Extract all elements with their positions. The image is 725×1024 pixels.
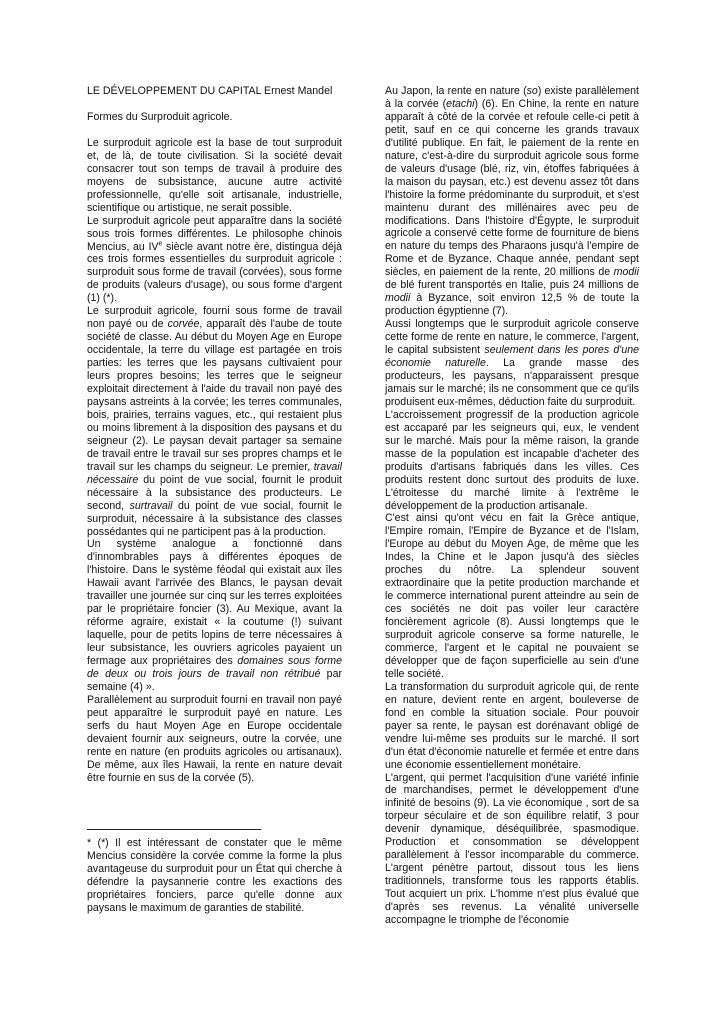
paragraph-8: L'accroissement progressif de la production agricole est accaparé par les seigneurs qui, eux, le vendent sur le marché. Mais pour la même raison, la grande masse de la population est incapable d'acheter des produits d'artisans fabriqués dans les villes. Ces produits restent donc surtout des produits de luxe. L'étroitesse du marché limite à l'extrême le développement de la production artisanale.: [385, 408, 639, 512]
paragraph-4: Un système analogue a fonctionné dans d'innombrables pays à différentes époques de l'histoire. Dans le système féodal qui existait aux îles Hawaii avant l'arrivée des Blancs, le paysan devait travailler une journée sur cinq sur les terres exploitées par le propriétaire foncier (3). Au Mexique, avant la réforme agraire, existait « la coutume (!) suivant laquelle, pour de petits lopins de terre nécessaires à leur subsistance, les ouvriers agricoles payaient un fermage aux propriétaires des domaines sous forme de deux ou trois jours de travail non rétribué par semaine (4) ».: [87, 538, 342, 693]
section-heading: Formes du Surproduit agricole.: [87, 110, 233, 123]
paragraph-11: L'argent, qui permet l'acquisition d'une variété infinie de marchandises, permet le développement d'une infinité de besoins (9). La vie économique , sort de sa torpeur séculaire et de son équilibre relatif, 3 pour devenir dynamique, déséquilibrée, spasmodique. Production et consommation se développent parallèlement à l'essor incomparable du commerce. L'argent pénètre partout, dissout tous les liens traditionnels, transforme tous les rapports établis. Tout acquiert un prix. L'homme n'est plus évalué que d'après ses revenus. La vénalité universelle accompagne le triomphe de l'économie: [385, 771, 639, 926]
paragraph-7: Aussi longtemps que le surproduit agricole conserve cette forme de rente en nature, le commerce, l'argent, le capital subsistent seulement dans les pores d'une économie naturelle. La grande masse des producteurs, les paysans, n'apparaissent presque jamais sur le marché; ils ne consomment que ce qu'ils produisent eux-mêmes, déduction faite du surproduit.: [385, 318, 639, 408]
paragraph-5: Parallèlement au surproduit fourni en travail non payé peut apparaître le surproduit payé en nature. Les serfs du haut Moyen Age en Europe occidentale devaient fournir aux seigneurs, outre la corvée, une rente en nature (en produits agricoles ou artisanaux). De même, aux îles Hawaii, la rente en nature devait être fournie en sus de la corvée (5).: [87, 693, 342, 784]
right-column: [385, 85, 639, 927]
paragraph-3: Le surproduit agricole, fourni sous forme de travail non payé ou de corvée, apparaît dès l'aube de toute société de classe. Au début du Moyen Age en Europe occidentale, la terre du village est partagée en trois parties: les terres que les paysans cultivaient pour leurs propres besoins; les terres que le seigneur exploitait directement à l'aide du travail non payé des paysans astreints à la corvée; les terres communales, bois, prairies, terrains vagues, etc., qui restaient plus ou moins librement à la disposition des paysans et du seigneur (2). Le paysan devait partager sa semaine de travail entre le travail sur ses propres champs et le travail sur les champs du seigneur. Le premier, travail nécessaire du point de vue social, fournit le produit nécessaire à la subsistance des producteurs. Le second, surtravail du point de vue social, fournit le surproduit, nécessaire à la subsistance des classes possédantes qui ne participent pas à la production.: [87, 305, 342, 538]
left-column: [87, 85, 342, 785]
footnote-text: * (*) Il est intéressant de constater que le même Mencius considère la corvée comme la forme la plus avantageuse du surproduit pour un État qui cherche à défendre la paysannerie contre les exactions des propriétaires fonciers, parce qu'elle donne aux paysans le maximum de garanties de stabilité.: [87, 837, 342, 914]
document-title: LE DÉVELOPPEMENT DU CAPITAL Ernest Mandel: [87, 85, 333, 97]
paragraph-10: La transformation du surproduit agricole qui, de rente en nature, devient rente en argent, bouleverse de fond en comble la situation sociale. Pour pouvoir payer sa rente, le paysan est dorénavant obligé de vendre lui-même ses produits sur le marché. Il sort d'un état d'économie naturelle et fermée et entre dans une économie essentiellement monétaire.: [385, 680, 639, 771]
footnote-divider: [87, 829, 261, 830]
paragraph-6: Au Japon, la rente en nature (so) existe parallèlement à la corvée (etachi) (6). En Chine, la rente en nature apparaît à côté de la corvée et refoule celle-ci petit à petit, sauf en ce qui concerne les grands travaux d'utilité publique. En fait, le paiement de la rente en nature, c'est-à-dire du surproduit agricole sous forme de valeurs d'usage (blé, riz, vin, étoffes fabriquées à la maison du paysan, etc.) est devenu assez tôt dans l'histoire la forme prédominante du surproduit, et s'est maintenu durant des millénaires avec peu de modifications. Dans l'histoire d'Égypte, le surproduit agricole a conservé cette forme de fourniture de biens en nature du temps des Pharaons jusqu'à l'empire de Rome et de Byzance. Chaque année, pendant sept siècles, en paiement de la rente, 20 millions de modii de blé furent transportés en Italie, puis 24 millions de modii à Byzance, soit environ 12,5 % de toute la production égyptienne (7).: [385, 85, 639, 318]
paragraph-2: Le surproduit agricole peut apparaître dans la société sous trois formes différentes. Le philosophe chinois Mencius, au IVe siècle avant notre ère, distingua déjà ces trois formes essentielles du surproduit agricole : surproduit sous forme de travail (corvées), sous forme de produits (valeurs d'usage), ou sous forme d'argent (1) (*).: [87, 214, 342, 305]
paragraph-9: C'est ainsi qu'ont vécu en fait la Grèce antique, l'Empire romain, l'Empire de Byzance et de l'Islam, l'Europe au début du Moyen Age, de même que les Indes, la Chine et le Japon jusqu'à des siècles proches du nôtre. La splendeur souvent extraordinaire que la petite production marchande et le commerce international purent atteindre au sein de ces sociétés ne doit pas voiler leur caractère foncièrement agricole (8). Aussi longtemps que le surproduit agricole conserve sa forme naturelle, le commerce, l'argent et le capital ne pouvaient se développer que de façon superficielle au sein d'une telle société.: [385, 512, 639, 680]
footnote: [87, 837, 342, 915]
paragraph-1: Le surproduit agricole est la base de tout surproduit et, de là, de toute civilisation. Si la société devait consacrer tout son temps de travail à produire des moyens de subsistance, aucune autre activité professionnelle, qu'elle soit artisanale, industrielle, scientifique ou artistique, ne serait possible.: [87, 136, 342, 214]
